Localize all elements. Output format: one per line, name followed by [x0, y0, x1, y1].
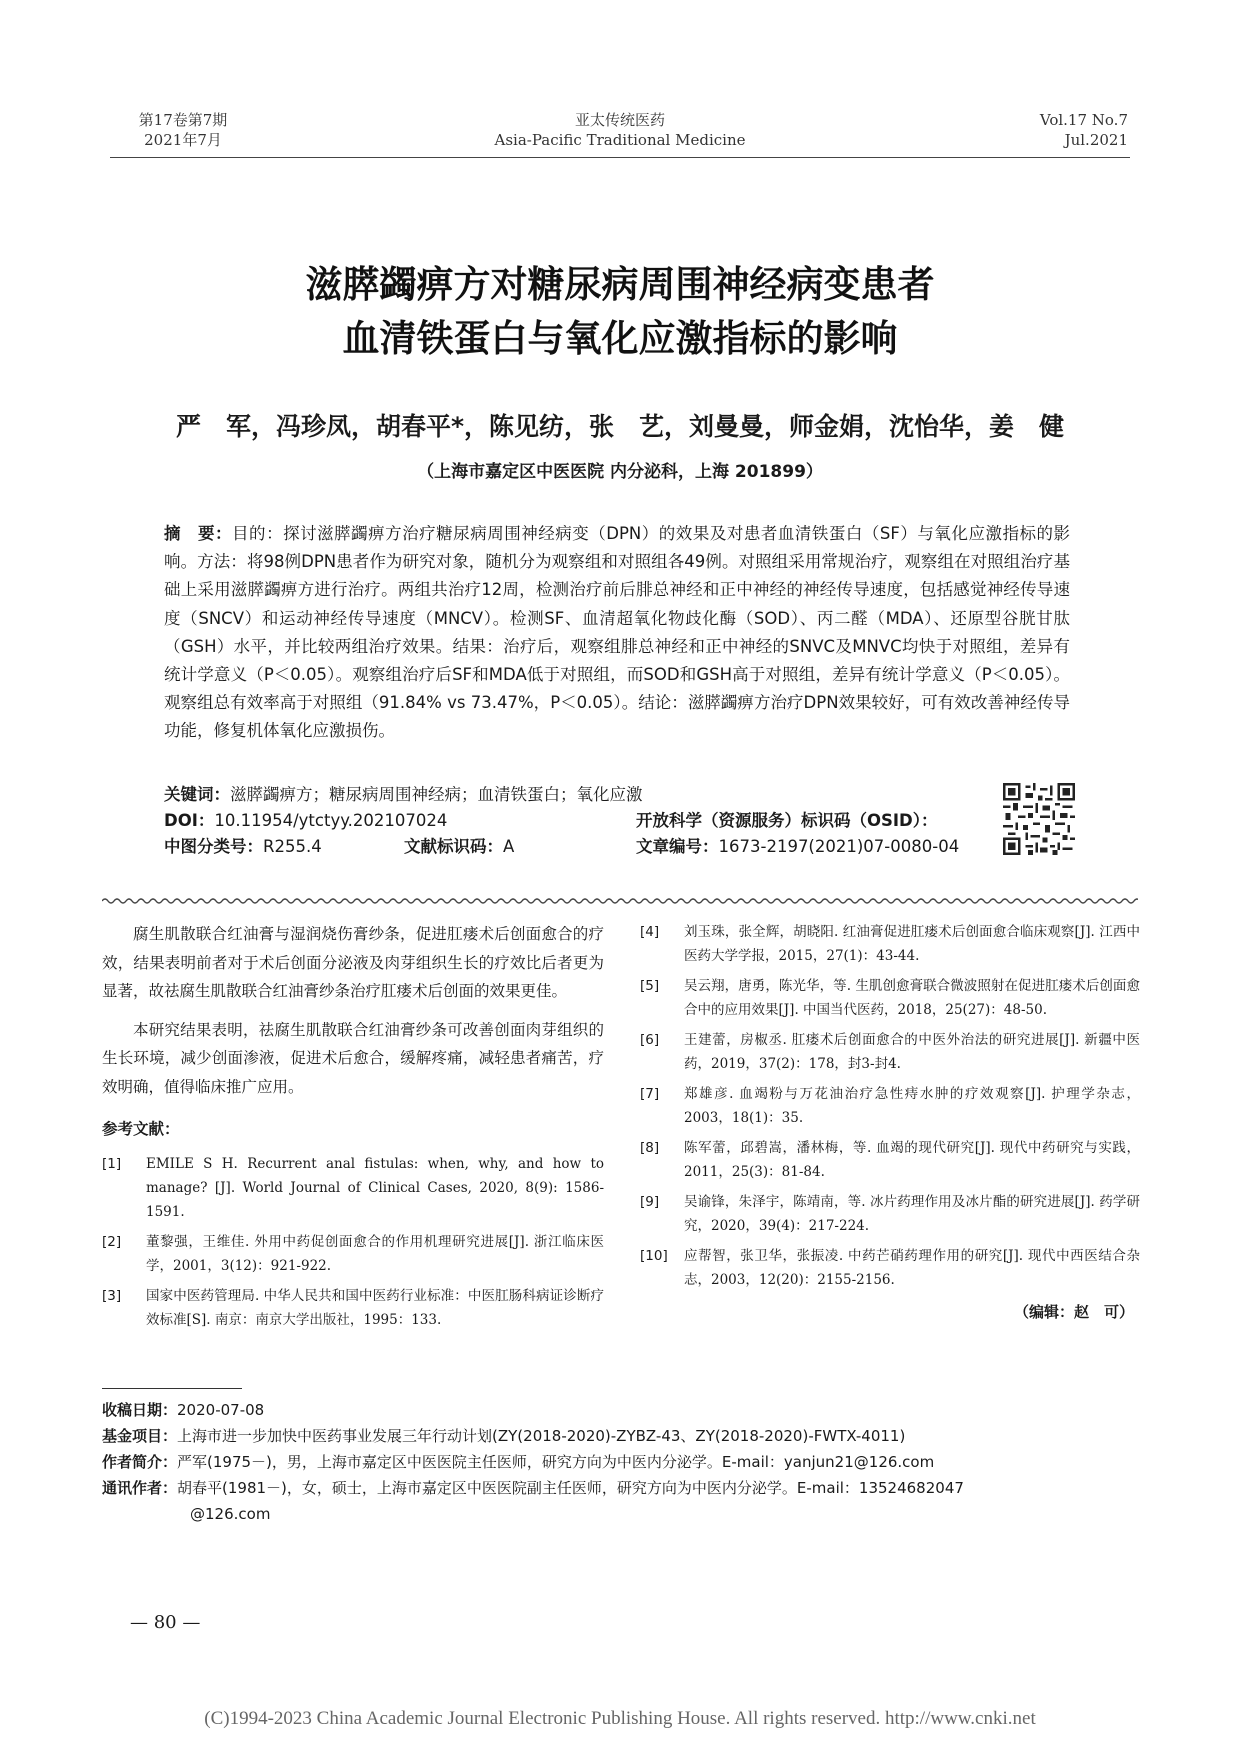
article-title: [120, 258, 1120, 366]
header-volume: [118, 110, 248, 150]
author-bio: [102, 1449, 1142, 1475]
reference-text: 王建蕾，房椒丞. 肛瘘术后创面愈合的中医外治法的研究进展[J]. 新疆中医药，2019，37(2)：178，封3-封4.: [684, 1032, 1140, 1072]
journal-name-en: Asia-Pacific Traditional Medicine: [494, 131, 746, 149]
title-line-2: 血清铁蛋白与氧化应激指标的影响: [342, 317, 898, 360]
left-column: [102, 920, 604, 1338]
header-date-en: Jul.2021: [1064, 131, 1128, 149]
affiliation: （上海市嘉定区中医医院 内分泌科，上海 201899）: [417, 462, 823, 482]
reference-item: [102, 1230, 604, 1278]
doi-value[interactable]: 10.11954/ytctyy.202107024: [214, 811, 448, 830]
fund-value: 上海市进一步加快中医药事业发展三年行动计划(ZY(2018-2020)-ZYBZ-43、ZY(2018-2020)-FWTX-4011): [177, 1427, 906, 1445]
keywords-label: 关键词：: [164, 785, 230, 804]
author-bio-label: 作者简介：: [102, 1453, 178, 1471]
references-heading: 参考文献：: [102, 1120, 180, 1138]
reference-item: [640, 974, 1140, 1022]
corr-value: 胡春平(1981－)，女，硕士，上海市嘉定区中医医院副主任医师，研究方向为中医内分泌学。E-mail：13524682047: [177, 1479, 964, 1497]
title-line-1: 滋膵蠲痹方对糖尿病周围神经病变患者: [305, 263, 935, 306]
reference-item: [640, 1082, 1140, 1130]
reference-item: [640, 920, 1140, 968]
reference-number: [8]: [640, 1140, 660, 1156]
page-number: — 80 —: [130, 1612, 201, 1633]
osid-qr-code-icon[interactable]: [1003, 783, 1075, 855]
header-divider: [110, 157, 1130, 158]
reference-number: [6]: [640, 1032, 660, 1048]
doc-code-label: 文献标识码：: [404, 837, 503, 856]
reference-text: 刘玉珠，张全辉，胡晓阳. 红油膏促进肛瘘术后创面愈合临床观察[J]. 江西中医药大学学报，2015，27(1)：43-44.: [684, 924, 1140, 964]
osid-row: [636, 808, 938, 834]
doi-label: DOI：: [164, 811, 215, 830]
reference-number: [1]: [102, 1155, 122, 1172]
abstract-label: 摘 要：: [164, 524, 233, 543]
footnote-divider: [102, 1388, 242, 1389]
editor-credit: （编辑：赵 可）: [1013, 1303, 1134, 1321]
clc-label: 中图分类号：: [164, 837, 263, 856]
reference-number: [2]: [102, 1233, 122, 1250]
reference-text: 陈军蕾，邱碧嵩，潘林梅，等. 血竭的现代研究[J]. 现代中药研究与实践，2011，25(3)：81-84.: [684, 1140, 1140, 1180]
doi-row: [164, 808, 447, 834]
reference-text: 董黎强，王维佳. 外用中药促创面愈合的作用机理研究进展[J]. 浙江临床医学，2001，3(12)：921-922.: [146, 1233, 604, 1274]
author-list: 严 军，冯珍凤，胡春平*，陈见纺，张 艺，刘曼曼，师金娟，沈怡华，姜 健: [175, 412, 1065, 441]
clc-row: [164, 834, 322, 860]
osid-label: 开放科学（资源服务）标识码（OSID）：: [636, 811, 938, 830]
reference-number: [7]: [640, 1086, 660, 1102]
reference-text: EMILE S H. Recurrent anal fistulas: when, why, and how to manage? [J]. World Journal of Clinical Cases, 2020, 8(9): 1586-1591.: [146, 1155, 604, 1220]
header-volume-issue: 第17卷第7期: [138, 111, 228, 129]
copyright-notice: (C)1994-2023 China Academic Journal Electronic Publishing House. All rights reserved. http://www.cnki.net: [204, 1708, 1036, 1729]
received-date: [102, 1397, 1142, 1423]
reference-number: [9]: [640, 1194, 660, 1210]
received-label: 收稿日期：: [102, 1401, 178, 1419]
received-value: 2020-07-08: [177, 1401, 265, 1419]
article-no-value: 1673-2197(2021)07-0080-04: [718, 837, 960, 856]
reference-item: [640, 1244, 1140, 1292]
body-paragraph-2: 本研究结果表明，祛腐生肌散联合红油膏纱条可改善创面肉芽组织的生长环境，减少创面渗液，促进术后愈合，缓解疼痛，减轻患者痛苦，疗效明确，值得临床推广应用。: [102, 1020, 604, 1096]
footnotes: [102, 1397, 1142, 1527]
article-no-row: [636, 834, 959, 860]
section-divider-wave: [102, 896, 1138, 906]
reference-text: 郑雄彦. 血竭粉与万花油治疗急性痔水肿的疗效观察[J]. 护理学杂志，2003，18(1)：35.: [684, 1086, 1140, 1126]
doc-code-row: [404, 834, 514, 860]
fund-label: 基金项目：: [102, 1427, 178, 1445]
corr-label: 通讯作者：: [102, 1479, 178, 1497]
author-bio-value: 严军(1975－)，男，上海市嘉定区中医医院主任医师，研究方向为中医内分泌学。E-mail：yanjun21@126.com: [177, 1453, 935, 1471]
corresponding-author: [102, 1475, 1142, 1501]
body-paragraph-1: 腐生肌散联合红油膏与湿润烧伤膏纱条，促进肛瘘术后创面愈合的疗效，结果表明前者对于术后创面分泌液及肉芽组织生长的疗效比后者更为显著，故祛腐生肌散联合红油膏纱条治疗肛瘘术后创面的效果更佳。: [102, 925, 604, 1000]
keywords-text: 滋膵蠲痹方；糖尿病周围神经病；血清铁蛋白；氧化应激: [230, 785, 643, 804]
reference-list-right: [640, 920, 1140, 1292]
abstract-text: 目的：探讨滋膵蠲痹方治疗糖尿病周围神经病变（DPN）的效果及对患者血清铁蛋白（SF）与氧化应激指标的影响。方法：将98例DPN患者作为研究对象，随机分为观察组和对照组各49例。对照组采用常规治疗，观察组在对照组治疗基础上采用滋膵蠲痹方进行治疗。两组共治疗12周，检测治疗前后腓总神经和正中神经的神经传导速度，包括感觉神经传导速度（SNCV）和运动神经传导速度（MNCV）。检测SF、血清超氧化物歧化酶（SOD）、丙二醛（MDA）、还原型谷胱甘肽（GSH）水平，并比较两组治疗效果。结果：治疗后，观察组腓总神经和正中神经的SNVC及MNVC均快于对照组，差异有统计学意义（P＜0.05）。观察组治疗后SF和MDA低于对照组，而SOD和GSH高于对照组，差异有统计学意义（P＜0.05）。观察组总有效率高于对照组（91.84% vs 73.47%，P＜0.05）。结论：滋膵蠲痹方治疗DPN效果较好，可有效改善神经传导功能，修复机体氧化应激损伤。: [164, 524, 1070, 741]
reference-text: 应帮智，张卫华，张振凌. 中药芒硝药理作用的研究[J]. 现代中西医结合杂志，2003，12(20)：2155-2156.: [684, 1248, 1140, 1288]
reference-item: [640, 1136, 1140, 1184]
doc-code-value: A: [503, 837, 515, 856]
reference-number: [4]: [640, 924, 660, 940]
reference-item: [102, 1152, 604, 1224]
reference-number: [10]: [640, 1248, 668, 1264]
right-column: [640, 920, 1140, 1327]
header-vol-no: Vol.17 No.7: [1039, 111, 1128, 129]
reference-list-left: [102, 1152, 604, 1332]
reference-text: 吴云翔，唐勇，陈光华，等. 生肌创愈膏联合微波照射在促进肛瘘术后创面愈合中的应用效果[J]. 中国当代医药，2018，25(27)：48-50.: [684, 978, 1140, 1018]
reference-number: [3]: [102, 1287, 122, 1304]
article-no-label: 文章编号：: [636, 837, 719, 856]
header-date-cn: 2021年7月: [144, 131, 222, 149]
corresponding-author-email-cont: @126.com: [190, 1505, 271, 1523]
clc-value: R255.4: [263, 837, 322, 856]
reference-number: [5]: [640, 978, 660, 994]
fund-info: [102, 1423, 1142, 1449]
reference-item: [102, 1284, 604, 1332]
keywords: [164, 782, 984, 808]
reference-item: [640, 1190, 1140, 1238]
reference-text: 国家中医药管理局. 中华人民共和国中医药行业标准：中医肛肠科病证诊断疗效标准[S]. 南京：南京大学出版社，1995：133.: [146, 1287, 604, 1328]
abstract: [164, 520, 1070, 746]
header-volume-en: [968, 110, 1128, 150]
journal-name-cn: 亚太传统医药: [574, 111, 665, 129]
reference-text: 吴谕锋，朱泽宇，陈靖南，等. 冰片药理作用及冰片酯的研究进展[J]. 药学研究，2020，39(4)：217-224.: [684, 1194, 1140, 1234]
header-journal: [420, 110, 820, 150]
reference-item: [640, 1028, 1140, 1076]
